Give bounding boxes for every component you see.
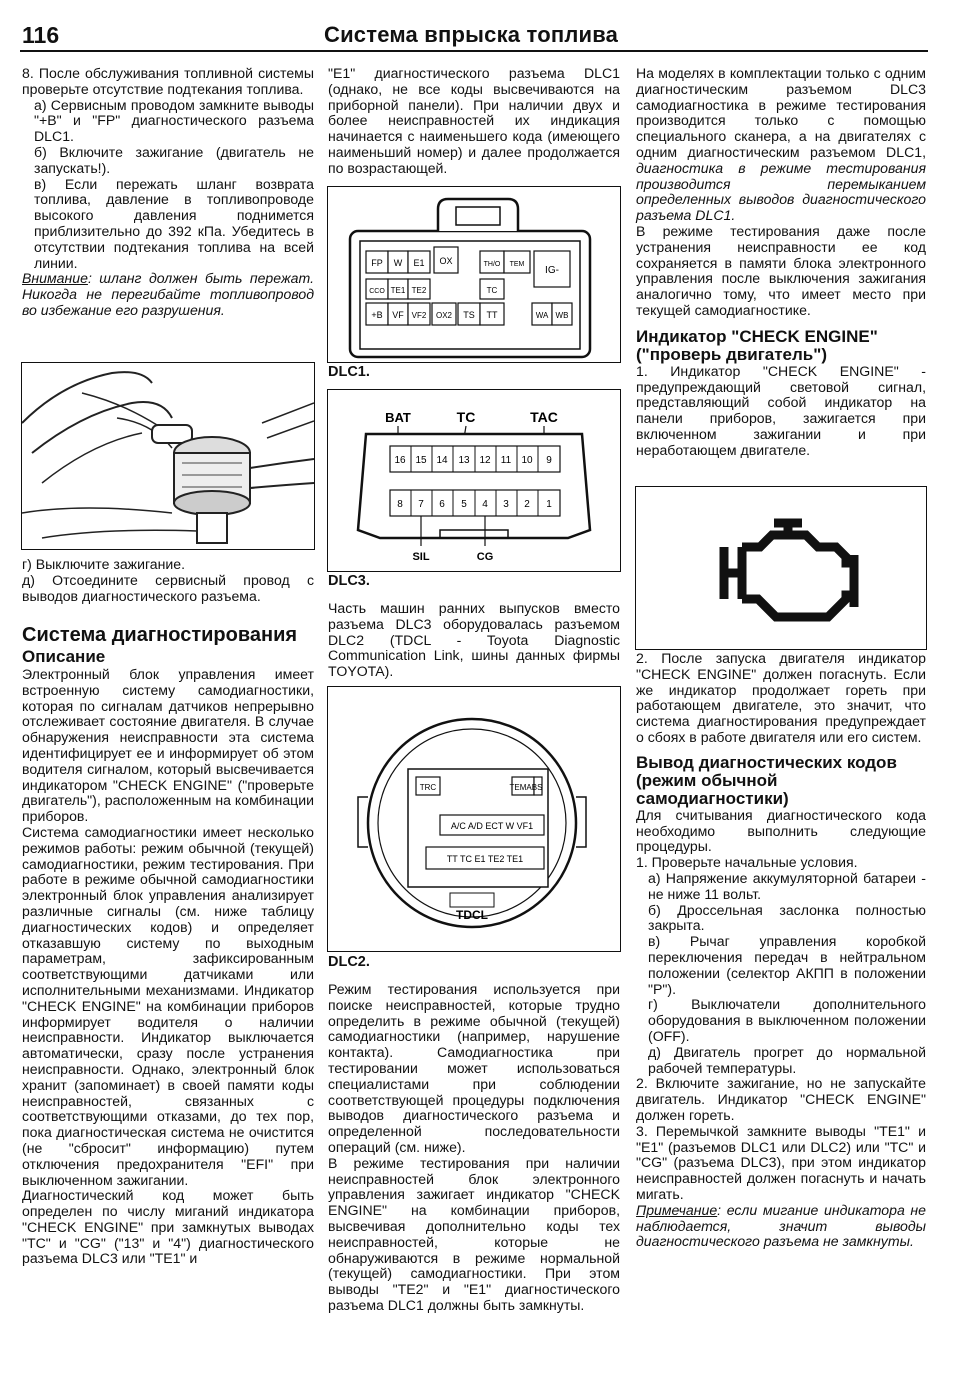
paragraph-step-8b: б) Включите зажигание (двигатель не запускать!). (34, 143, 314, 176)
dlc3-pin-14: 14 (436, 455, 448, 466)
step-1e: д) Двигатель прогрет до нормальной рабочей температуры. (648, 1043, 926, 1076)
column-1-mid (22, 557, 314, 604)
dlc3-pin-9: 9 (546, 455, 552, 466)
dlc1-pin-wb: WB (555, 311, 569, 320)
dlc3-label-sil: SIL (412, 551, 430, 563)
dlc3-pin-1: 1 (546, 499, 552, 510)
paragraph-indicator-2: 2. После запуска двигателя индикатор "CHECK ENGINE" должен погаснуть. Если же индикатор продолжает гореть при работающем двигателе, это значит, что система диагностирования предупреждает о сбоях в работе двигателя или его систем. (636, 650, 926, 745)
dlc3-pin-3: 3 (503, 499, 509, 510)
dlc3-label-tc: TC (456, 409, 476, 425)
dlc3-pin-16: 16 (394, 455, 406, 466)
dlc1-pin-w: W (393, 258, 403, 268)
description-paragraph-2: Система самодиагностики имеет несколько режимов работы: режим обычной (текущей) самодиагностики, режим тестирования. При работе в режиме обычной самодиагностики электронный блок управления анализирует различные сигналы (см. ниже таблицу диагностических кодов) и определяет отказавшую систему по выходным параметрам, зафиксированным соответствующими датчиками или исполнительными механизмами. Индикатор "CHECK ENGINE" на комбинации приборов информирует водителя о наличии неисправности. Индикатор выключается автоматически, сразу после устранения неисправности. Однако, электронный блок хранит (запоминает) в своей памяти коды неисправностей, связанных с соответствующими отказами, до тех пор, пока диагностическая система не очистится (не "сбросит" информацию) путем отключения предохранителя "EFI" при выключенном зажигании. (22, 823, 314, 1188)
dlc2-svg (328, 687, 620, 951)
note-text: : если мигание индикатора не наблюдается, значит выводы диагностического разъема не замкнуты. (636, 1201, 926, 1250)
dlc1-pin-vf: VF (392, 310, 404, 320)
page-title: Система впрыска топлива (324, 22, 619, 47)
dlc1-pin-ts: TS (463, 310, 475, 320)
paragraph-step-g: г) Выключите зажигание. (22, 556, 186, 572)
paragraph-dlc3-scanner (636, 66, 926, 224)
paragraph-test-mode-1: Режим тестирования используется при поиске неисправностей, которые трудно определить в режиме обычной (текущей) самодиагностики (например, нарушение контакта). Самодиагностика при тестировании может использоваться специалистами при соблюдении соответствующей процедуры подключения выводов диагностического разъема и определенной последовательности операций (см. ниже). (328, 981, 620, 1155)
step-1: 1. Проверьте начальные условия. (636, 854, 858, 871)
dlc2-pins-bottom-row: TT TC E1 TE2 TE1 (446, 854, 524, 864)
dlc1-pin-te2: TE2 (411, 286, 427, 295)
step-1d: г) Выключатели дополнительного оборудования в выключенном положении (OFF). (648, 996, 926, 1044)
section-title: Система диагностирования (22, 624, 298, 646)
dlc2-pin-temabs: TEMABS (509, 783, 543, 792)
fuel-pressure-illustration (21, 362, 315, 550)
page-number: 116 (22, 22, 60, 48)
warning-text: : шланг должен быть пережат. Никогда не перегибайте топливопровод во избежание его разрушения. (22, 270, 314, 318)
dlc1-pin-vf2: VF2 (411, 311, 427, 320)
dlc1-pin-fp: FP (371, 258, 383, 268)
dlc2-connector-diagram (327, 686, 621, 952)
subsection-title: Описание (22, 647, 106, 666)
warning-label: Внимание (22, 270, 88, 287)
step-1c: в) Рычаг управления коробкой переключения передач в нейтральном положении (селектор АКПП в положении "P"). (648, 933, 926, 997)
description-paragraph-1: Электронный блок управления имеет встроенную систему самодиагностики, которая по сигналам датчиков непрерывно отслеживает состояние двигателя. В случае обнаружения неисправности эта система идентифицирует ее и информирует об этом водителя сигналом, который высвечивается индикатором "CHECK ENGINE" ("проверьте двигатель"), расположенным на комбинации приборов. (22, 666, 314, 825)
dlc1-pin-b: +B (371, 310, 383, 320)
dlc3-connector-diagram (327, 389, 621, 572)
step-1a: а) Напряжение аккумуляторной батареи - не ниже 11 вольт. (648, 869, 926, 902)
dlc1-svg (328, 187, 620, 362)
dlc3-pin-12: 12 (479, 455, 491, 466)
paragraph-code-retained: В режиме тестирования даже после устранения неисправности ее код сохраняется в памяти блока электронного управления после выключения зажигания аналогично тому, что имеет место при текущей самодиагностике. (636, 222, 926, 318)
dlc1-pin-ox2: OX2 (435, 311, 453, 320)
paragraph-procedure-intro: Для считывания диагностического кода необходимо выполнить следующие процедуры. (636, 806, 926, 855)
step-3: 3. Перемычкой замкните выводы "TE1" и "E1" (разъемов DLC1 или DLC2) или "TC" и "CG" (разъема DLC3), при этом индикатор неисправностей должен погаснуть и начать мигать. (636, 1122, 926, 1202)
paragraph-test-mode-2: В режиме тестирования при наличии неисправностей блок электронного управления зажигает индикатор "CHECK ENGINE" на комбинации приборов, высвечивая дополнительно коды тех неисправностей, которые не обнаруживаются в режиме нормальной (текущей) самодиагностики. При этом выводы "TE2" и "E1" диагностического разъема DLC1 должны быть замкнуты. (328, 1154, 620, 1313)
dlc3-pin-11: 11 (500, 455, 512, 466)
column-3-body (636, 651, 926, 1250)
step-2: 2. Включите зажигание, но не запускайте двигатель. Индикатор "CHECK ENGINE" должен гореть. (636, 1075, 926, 1123)
dlc1-pin-tem: TEM (509, 261, 525, 268)
dlc2-label-tdcl: TDCL (456, 908, 488, 922)
column-1-top (22, 66, 314, 319)
dlc1-pin-ox: OX (439, 256, 453, 266)
dlc1-pin-tc: TC (486, 286, 498, 295)
dlc3-label-cg: CG (476, 551, 494, 563)
column-3-top (636, 66, 926, 459)
warning-note (22, 271, 314, 318)
column-2-top (328, 66, 620, 177)
dlc1-pin-tho: TH/O (483, 261, 501, 268)
dlc3-label-tac: TAC (530, 409, 558, 425)
description-paragraph-3: Диагностический код может быть определен по числу миганий индикатора "CHECK ENGINE" при замкнутых выводах "TC" и "CG" ("13" и "4") диагностического разъема DLC3 или "TE1" и (22, 1187, 314, 1267)
dlc3-pin-6: 6 (439, 499, 445, 510)
heading-code-output: Вывод диагностических кодов (режим обычной самодиагностики) (636, 752, 897, 808)
check-engine-icon-figure (635, 486, 927, 650)
dlc3-pin-4: 4 (482, 499, 488, 510)
dlc3-pin-8: 8 (397, 499, 403, 510)
paragraph-dlc2: Часть машин ранних выпусков вместо разъема DLC3 оборудовалась разъемом DLC2 (TDCL - Toyota Diagnostic Communication Link, шины данных фирмы TOYOTA). (328, 600, 620, 680)
paragraph-step-8a: а) Сервисным проводом замкните выводы "+B" и "FP" диагностического разъема DLC1. (34, 96, 314, 145)
column-2-body (328, 982, 620, 1314)
dlc1-connector-diagram (327, 186, 621, 363)
dlc1-pin-te1: TE1 (390, 286, 406, 295)
column-1-body (22, 624, 314, 1267)
dlc2-caption: DLC2. (328, 954, 370, 970)
dlc3-pin-5: 5 (461, 499, 467, 510)
dlc3-pin-7: 7 (418, 499, 424, 510)
dlc3-caption: DLC3. (328, 573, 370, 589)
paragraph-indicator-1: 1. Индикатор "CHECK ENGINE" - предупреждающий световой сигнал, представляющий собой индикатор на панели приборов, зажигается при включенном зажигании и при неработающем двигателе. (636, 362, 926, 458)
note-paragraph (636, 1203, 926, 1250)
paragraph-dlc3-scanner-b: диагностика в режиме тестирования производится перемыканием определенных выводов диагностического разъема DLC1. (636, 159, 926, 224)
note-label: Примечание (636, 1201, 718, 1218)
paragraph-step-8: 8. После обслуживания топливной системы проверьте отсутствие подтекания топлива. (22, 65, 314, 97)
dlc1-pin-wa: WA (535, 311, 549, 320)
column-2-mid (328, 601, 620, 680)
dlc1-pin-e1: E1 (413, 258, 425, 268)
paragraph-step-8c: в) Если пережать шланг возврата топлива, давление в топливопроводе высокого давления поднимется приблизительно до 392 кПа. Убедитесь в отсутствии подтекания топлива на всей линии. (34, 175, 314, 271)
dlc3-pin-13: 13 (458, 455, 470, 466)
dlc3-svg (328, 390, 620, 571)
dlc3-pin-15: 15 (415, 455, 427, 466)
dlc1-pin-tt: TT (486, 310, 498, 320)
dlc3-pin-2: 2 (524, 499, 530, 510)
dlc2-pin-trc: TRC (419, 783, 437, 792)
dlc1-pin-ig: IG- (545, 265, 559, 276)
dlc1-caption: DLC1. (328, 364, 370, 380)
paragraph-dlc3-scanner-a: На моделях в комплектации только с одним диагностическим разъемом DLC3 самодиагностика в режиме тестирования производится только с помощью специального сканера, а на двигателях с одним диагностическим разъемом DLC1, (636, 65, 926, 160)
dlc3-pin-10: 10 (521, 455, 533, 466)
dlc1-pin-cco: CCO (369, 288, 385, 295)
paragraph-step-d: д) Отсоедините сервисный провод с выводов диагностического разъема. (22, 571, 314, 604)
paragraph-code-order: "E1" диагностического разъема DLC1 (однако, не все коды высвечиваются на приборной панели). При наличии двух и более неисправностей их индикация начинается с наименьшего кода (имеющего наименьший номер) и далее продолжается по возрастающей. (328, 65, 620, 176)
header-divider (20, 50, 928, 52)
dlc3-label-bat: BAT (385, 410, 411, 425)
check-engine-icon (636, 487, 926, 649)
heading-check-engine: Индикатор "CHECK ENGINE" ("проверь двигатель") (636, 326, 878, 364)
step-1b: б) Дроссельная заслонка полностью закрыта. (648, 901, 926, 934)
dlc2-pins-middle-row: A/C A/D ECT W VF1 (450, 821, 534, 831)
